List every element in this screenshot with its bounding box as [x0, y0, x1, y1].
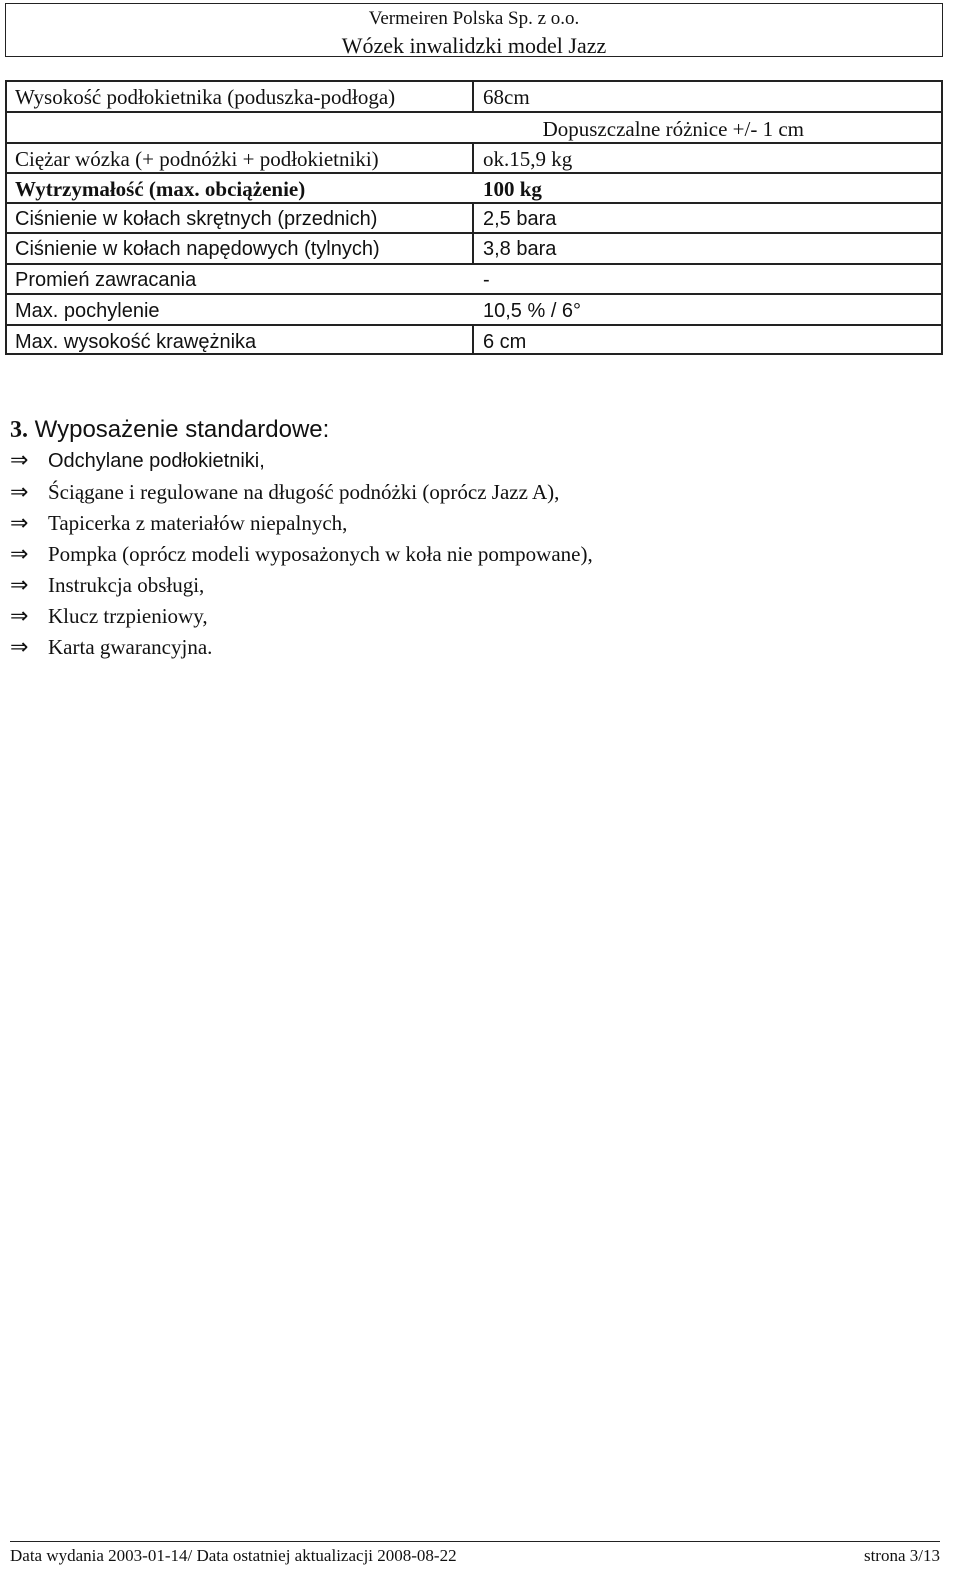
spec-label: Ciśnienie w kołach skrętnych (przednich): [15, 208, 378, 230]
spec-row-max-load: [7, 174, 941, 204]
table-divider: [7, 324, 941, 326]
list-item-text: Instrukcja obsługi,: [48, 573, 205, 597]
list-item: [10, 478, 930, 509]
spec-label: Max. wysokość krawężnika: [15, 331, 257, 353]
company-name: Vermeiren Polska Sp. z o.o.: [368, 8, 580, 29]
spec-value: ok.15,9 kg: [483, 147, 573, 171]
section-number: 3.: [10, 417, 28, 443]
spec-label: Max. pochylenie: [15, 300, 160, 322]
table-divider: [472, 142, 474, 172]
tolerance-note: Dopuszczalne różnice +/- 1 cm: [542, 117, 804, 141]
page-number: strona 3/13: [863, 1546, 940, 1565]
list-item-text: Klucz trzpieniowy,: [48, 604, 208, 628]
table-divider: [7, 111, 941, 113]
implies-arrow-icon: ⇒: [10, 635, 29, 660]
standard-equipment-section: [10, 415, 930, 667]
page-footer: [10, 1545, 940, 1569]
table-divider: [7, 142, 941, 144]
spec-value: 68cm: [483, 85, 530, 109]
footer-rule: [10, 1541, 940, 1542]
list-item-text: Odchylane podłokietniki,: [48, 450, 265, 472]
implies-arrow-icon: ⇒: [10, 511, 29, 536]
list-item: [10, 540, 930, 571]
spec-row-weight: [7, 144, 941, 174]
table-divider: [472, 234, 474, 264]
list-item: [10, 571, 930, 602]
spec-row-front-pressure: [7, 204, 941, 234]
specifications-table: [5, 80, 943, 355]
section-heading: [10, 415, 930, 447]
list-item-text: Tapicerka z materiałów niepalnych,: [48, 511, 348, 535]
spec-value: 100 kg: [483, 177, 542, 201]
spec-row-rear-pressure: [7, 234, 941, 264]
spec-label: Ciężar wózka (+ podnóżki + podłokietniki): [15, 147, 379, 171]
spec-value: 2,5 bara: [483, 208, 557, 230]
spec-row-max-slope: [7, 296, 941, 326]
implies-arrow-icon: ⇒: [10, 542, 29, 567]
list-item-text: Ściągane i regulowane na długość podnóżki (oprócz Jazz A),: [48, 480, 560, 504]
spec-row-armrest-height: [7, 82, 941, 112]
spec-row-max-curb: [7, 327, 941, 357]
table-divider: [472, 204, 474, 234]
implies-arrow-icon: ⇒: [10, 604, 29, 629]
list-item-text: Karta gwarancyjna.: [48, 635, 213, 659]
spec-label: Promień zawracania: [15, 269, 197, 291]
list-item: [10, 602, 930, 633]
table-divider: [7, 293, 941, 295]
table-divider: [472, 324, 474, 355]
implies-arrow-icon: ⇒: [10, 573, 29, 598]
list-item: [10, 509, 930, 540]
spec-row-turning-radius: [7, 265, 941, 295]
spec-label: Wytrzymałość (max. obciążenie): [15, 177, 306, 201]
implies-arrow-icon: ⇒: [10, 448, 29, 473]
spec-value: -: [483, 269, 490, 291]
spec-value: 3,8 bara: [483, 238, 557, 260]
spec-value: 6 cm: [483, 331, 527, 353]
section-title: Wyposażenie standardowe:: [34, 416, 330, 443]
document-header: [5, 3, 943, 57]
list-item: [10, 633, 930, 667]
list-item: [10, 447, 930, 478]
document-title: Wózek inwalidzki model Jazz: [341, 33, 607, 58]
list-item-text: Pompka (oprócz modeli wyposażonych w koła nie pompowane),: [48, 542, 593, 566]
footer-dates: Data wydania 2003-01-14/ Data ostatniej aktualizacji 2008-08-22: [10, 1546, 457, 1565]
implies-arrow-icon: ⇒: [10, 480, 29, 505]
table-divider: [472, 82, 474, 111]
spec-label: Ciśnienie w kołach napędowych (tylnych): [15, 238, 380, 260]
spec-label: Wysokość podłokietnika (poduszka-podłoga): [15, 85, 396, 109]
spec-value: 10,5 % / 6°: [483, 300, 582, 322]
